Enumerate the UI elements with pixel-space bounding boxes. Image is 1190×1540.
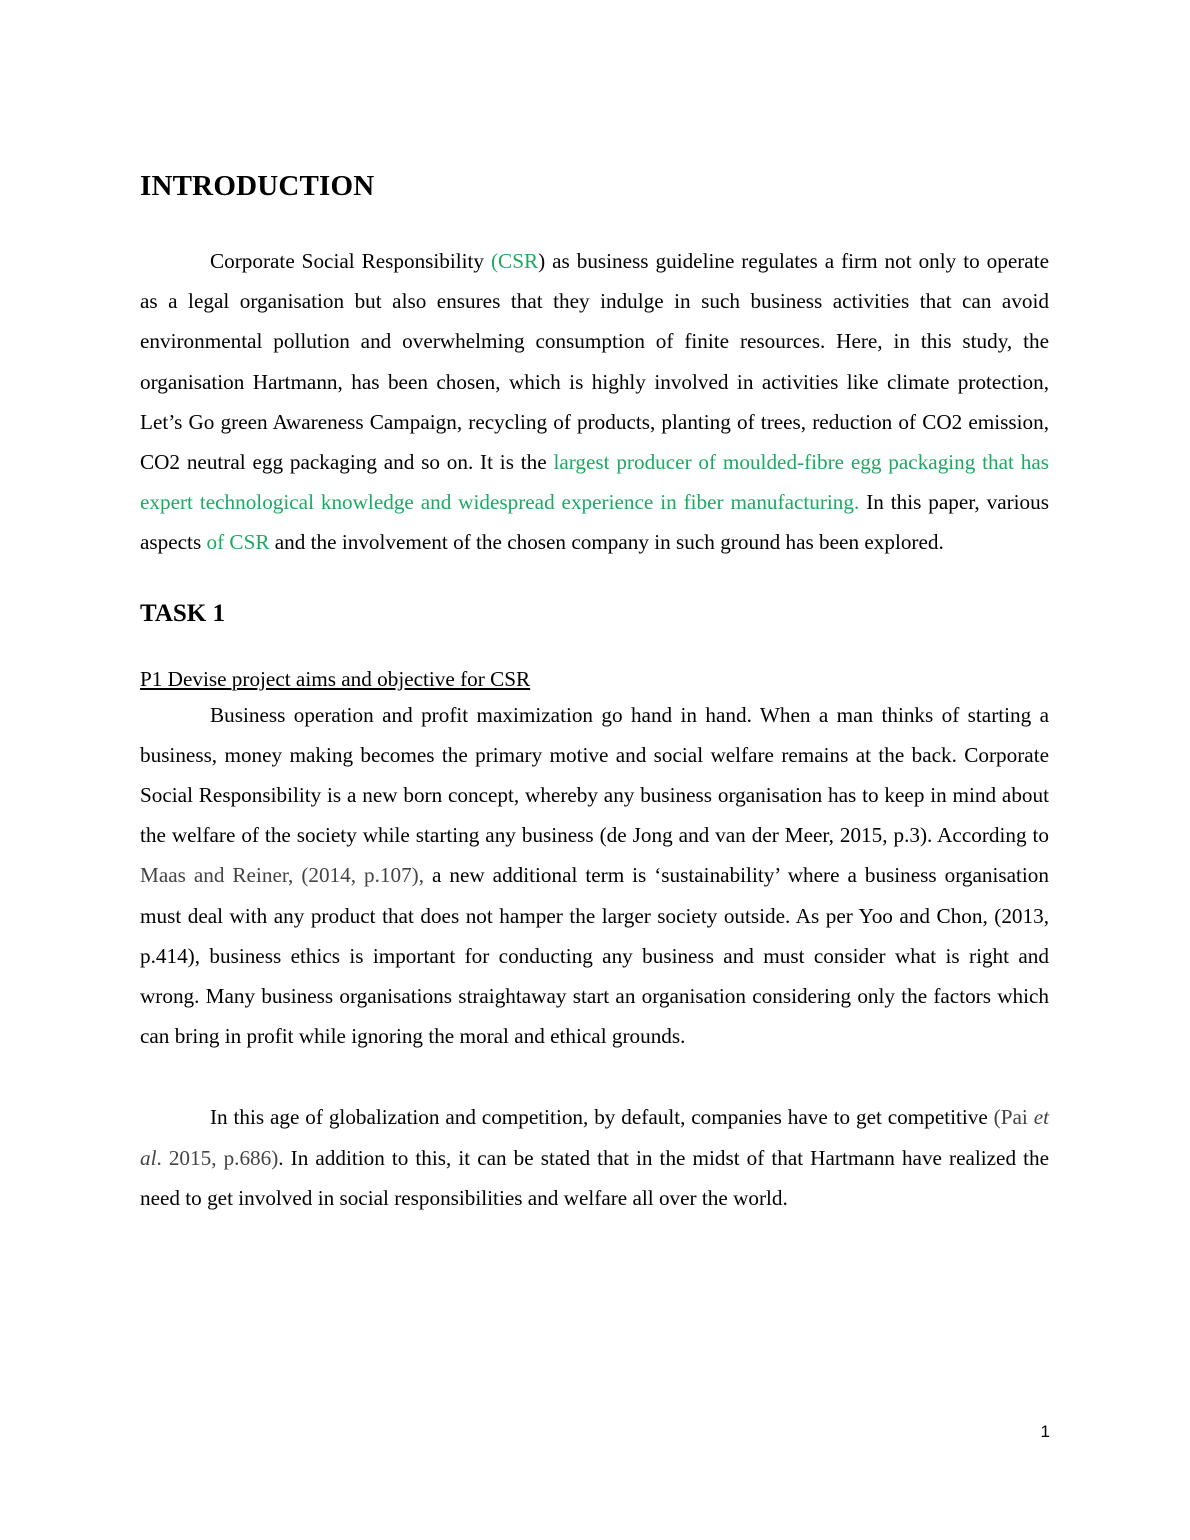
globalization-paragraph [140, 1097, 1049, 1218]
spacer [140, 206, 1049, 241]
p1-text-2: a new additional term is ‘sustainability’ where a business organisation must deal with any product that does not hamper the larger society outside. As per Yoo and Chon, (2013, p.414), business ethics is important for conducting any business and must consider what is right and wrong. Many business organisations straightaway start an organisation considering only the factors which can bring in profit while ignoring the moral and ethical grounds. [140, 863, 1049, 1049]
intro-text-2: ) as business guideline regulates a firm not only to operate as a legal organisation but also ensures that they indulge in such business activities that can avoid environmental pollution and overwhelming consumption of finite resources. Here, in this study, the organisation Hartmann, has been chosen, which is highly involved in activities like climate protection, Let’s Go green Awareness Campaign, recycling of products, planting of trees, reduction of CO2 emission, CO2 neutral egg packaging and so on. It is the [140, 249, 1049, 475]
introduction-paragraph [140, 241, 1049, 563]
glob-citation-year: . 2015, p.686) [156, 1145, 279, 1170]
intro-csr-highlight: (CSR [491, 249, 539, 273]
intro-of-csr-highlight: of CSR [206, 530, 270, 555]
page-content [140, 166, 1049, 1218]
task-1-heading: TASK 1 [140, 599, 225, 627]
introduction-heading: INTRODUCTION [140, 170, 375, 202]
intro-text-1: Corporate Social Responsibility [210, 249, 491, 273]
glob-citation-pai: (Pai [993, 1105, 1034, 1130]
p1-subheading: P1 Devise project aims and objective for CSR [140, 666, 531, 691]
spacer [140, 1056, 1049, 1097]
spacer [140, 634, 1049, 664]
intro-producer-highlight: largest producer of moulded-fibre egg packaging that has expert technological knowledge and widespread experience in fiber manufacturing. [140, 450, 1049, 515]
spacer [140, 563, 1049, 594]
intro-text-4: and the involvement of the chosen company in such ground has been explored. [269, 530, 944, 555]
p1-text-1: Business operation and profit maximization go hand in hand. When a man thinks of starting a business, money making becomes the primary motive and social welfare remains at the back. Corporate Social Responsibility is a new born concept, whereby any business organisation has to keep in mind about the welfare of the society while starting any business (de Jong and van der Meer, 2015, p.3). According to [140, 702, 1049, 848]
glob-text-1: In this age of globalization and competition, by default, companies have to get competitive [210, 1105, 994, 1130]
p1-paragraph [140, 695, 1049, 1057]
page-number: 1 [1040, 1422, 1050, 1441]
intro-text-3: In this paper, various aspects [140, 490, 1049, 555]
glob-text-2: . In addition to this, it can be stated that in the midst of that Hartmann have realized the need to get involved in social responsibilities and welfare all over the world. [140, 1145, 1049, 1210]
p1-citation-maas: Maas and Reiner, (2014, p.107), [140, 863, 425, 888]
glob-citation-et-al: et al [140, 1105, 1049, 1170]
